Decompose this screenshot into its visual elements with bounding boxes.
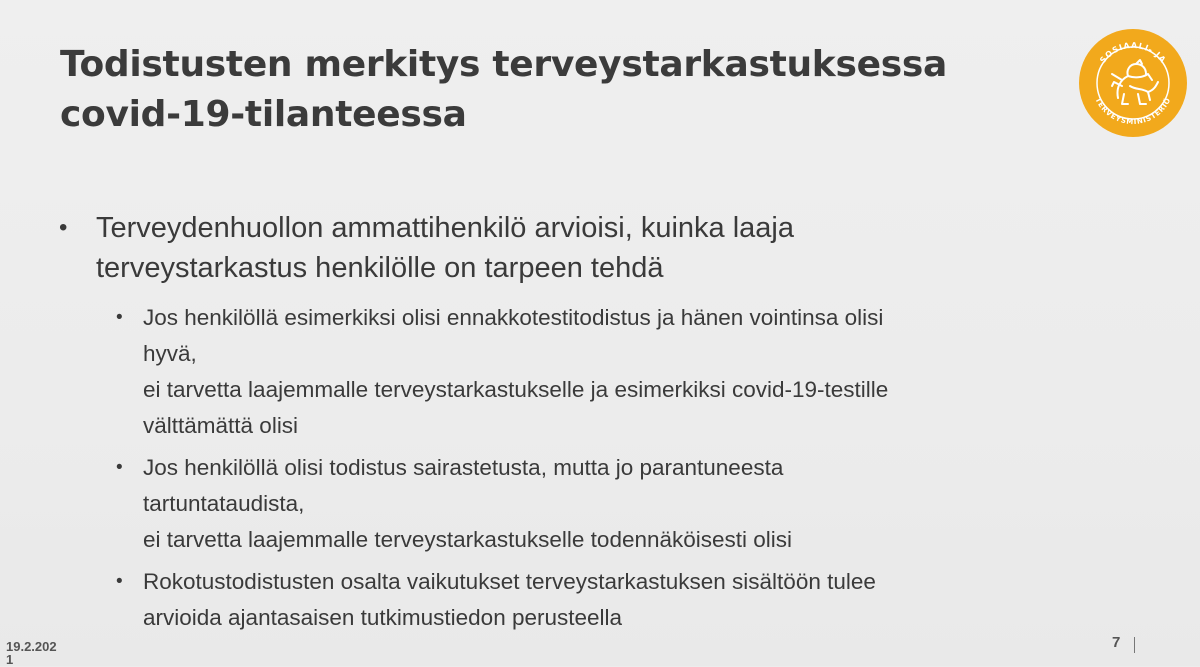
sub-bullet-item <box>113 564 1175 636</box>
sub-bullet-dot: • <box>116 457 123 478</box>
svg-text:SOSIAALI- JA: SOSIAALI- JA <box>1098 40 1168 65</box>
sub-bullet-text-line: hyvä, <box>143 341 197 366</box>
sub-bullet-dot: • <box>116 307 123 328</box>
bullet-text-line: terveystarkastus henkilölle on tarpeen tehdä <box>96 252 664 284</box>
sub-bullet-item <box>113 450 1175 558</box>
sub-bullet-text-line: Jos henkilöllä esimerkiksi olisi ennakkotestitodistus ja hänen vointinsa olisi <box>143 305 884 330</box>
sub-bullet-text-line: välttämättä olisi <box>143 413 299 438</box>
ministry-logo <box>1078 28 1188 138</box>
sub-bullet-text-line: arvioida ajantasaisen tutkimustiedon perusteella <box>143 605 623 630</box>
slide-title-line: covid-19-tilanteessa <box>60 94 467 135</box>
slide-date <box>6 640 57 666</box>
sub-bullet-list <box>113 300 1175 636</box>
slide-date-line: 1 <box>6 652 14 667</box>
svg-text:TERVEYSMINISTERIÖ: TERVEYSMINISTERIÖ <box>1093 96 1173 127</box>
sub-bullet-dot: • <box>116 571 123 592</box>
sub-bullet-text-line: Jos henkilöllä olisi todistus sairastetusta, mutta jo parantuneesta <box>143 455 784 480</box>
slide-title-line: Todistusten merkitys terveystarkastuksessa <box>60 44 947 85</box>
sub-bullet-text-line: tartuntataudista, <box>143 491 305 516</box>
bullet-text-line: Terveydenhuollon ammattihenkilö arvioisi, kuinka laaja <box>96 212 794 244</box>
page-number-divider <box>1134 637 1135 653</box>
bullet-item <box>55 208 1175 288</box>
sub-bullet-text-line: ei tarvetta laajemmalle terveystarkastukselle todennäköisesti olisi <box>143 527 793 552</box>
sub-bullet-item <box>113 300 1175 444</box>
sub-bullet-text-line: ei tarvetta laajemmalle terveystarkastukselle ja esimerkiksi covid-19-testille <box>143 377 889 402</box>
page-number: 7 <box>1112 634 1121 651</box>
slide-title <box>60 40 1060 140</box>
sub-bullet-text-line: Rokotustodistusten osalta vaikutukset terveystarkastuksen sisältöön tulee <box>143 569 876 594</box>
slide-date-line: 19.2.202 <box>6 639 57 654</box>
slide-body <box>55 208 1175 642</box>
bullet-dot: • <box>59 214 68 241</box>
